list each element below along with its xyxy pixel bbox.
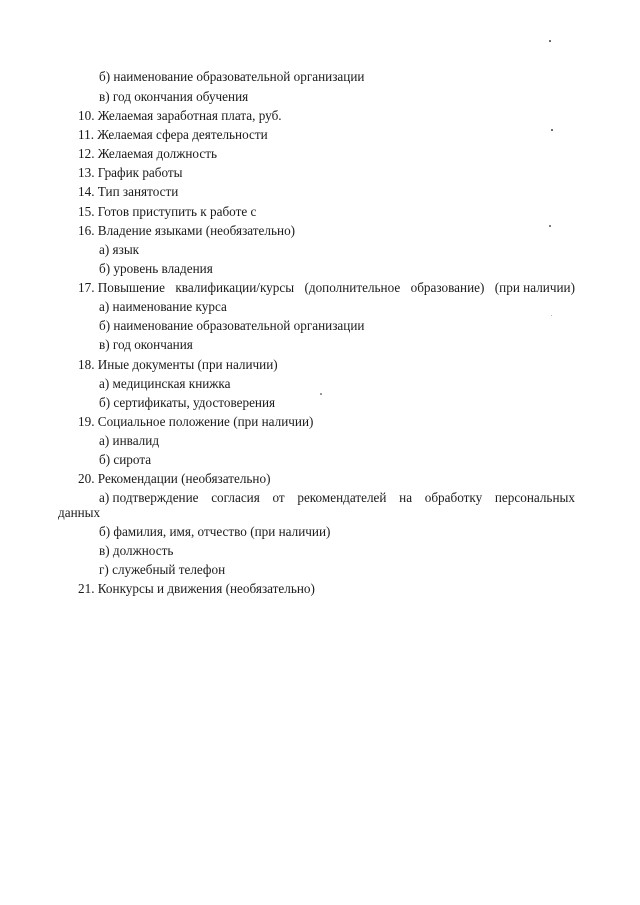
list-item: 14. Тип занятости [78, 184, 179, 199]
word: обработку [424, 490, 483, 505]
list-subitem: б) сертификаты, удостоверения [99, 395, 276, 410]
word: рекомендателей [297, 490, 387, 505]
word: 17. Повышение [78, 280, 165, 295]
list-subitem: а) наименование курса [99, 299, 227, 314]
list-subitem: б) сирота [99, 452, 152, 467]
scan-speck [551, 129, 553, 131]
list-item: 21. Конкурсы и движения (необязательно) [78, 581, 315, 596]
word: от [272, 490, 285, 505]
list-subitem: в) год окончания обучения [99, 89, 249, 104]
scan-speck [549, 40, 551, 42]
word: квалификации/курсы [175, 280, 295, 295]
list-item: 16. Владение языками (необязательно) [78, 223, 296, 238]
list-item: 18. Иные документы (при наличии) [78, 357, 278, 372]
word: согласия [211, 490, 260, 505]
list-item: 10. Желаемая заработная плата, руб. [78, 108, 282, 123]
list-item-justified [78, 280, 575, 296]
scan-speck [551, 315, 552, 316]
list-subitem: а) инвалид [99, 433, 160, 448]
list-subitem: б) наименование образовательной организации [99, 69, 365, 84]
word: (дополнительное [304, 280, 401, 295]
list-item: 19. Социальное положение (при наличии) [78, 414, 314, 429]
list-subitem: г) служебный телефон [99, 562, 226, 577]
list-subitem: в) год окончания [99, 337, 193, 352]
word: персональных [494, 490, 575, 505]
list-subitem-continuation: данных [58, 505, 101, 520]
scan-speck [320, 393, 322, 395]
word: на [399, 490, 413, 505]
word: образование) [410, 280, 485, 295]
list-subitem: б) наименование образовательной организации [99, 318, 365, 333]
list-item: 15. Готов приступить к работе с [78, 204, 257, 219]
list-subitem: в) должность [99, 543, 174, 558]
list-item: 20. Рекомендации (необязательно) [78, 471, 271, 486]
list-item: 13. График работы [78, 165, 183, 180]
scan-speck [549, 225, 551, 227]
list-subitem: б) уровень владения [99, 261, 213, 276]
list-subitem: а) медицинская книжка [99, 376, 231, 391]
list-item: 11. Желаемая сфера деятельности [78, 127, 268, 142]
list-subitem: а) язык [99, 242, 140, 257]
list-subitem-justified [99, 490, 575, 506]
word: а) подтверждение [99, 490, 199, 505]
word: (при наличии) [494, 280, 575, 295]
list-item: 12. Желаемая должность [78, 146, 217, 161]
list-subitem: б) фамилия, имя, отчество (при наличии) [99, 524, 331, 539]
